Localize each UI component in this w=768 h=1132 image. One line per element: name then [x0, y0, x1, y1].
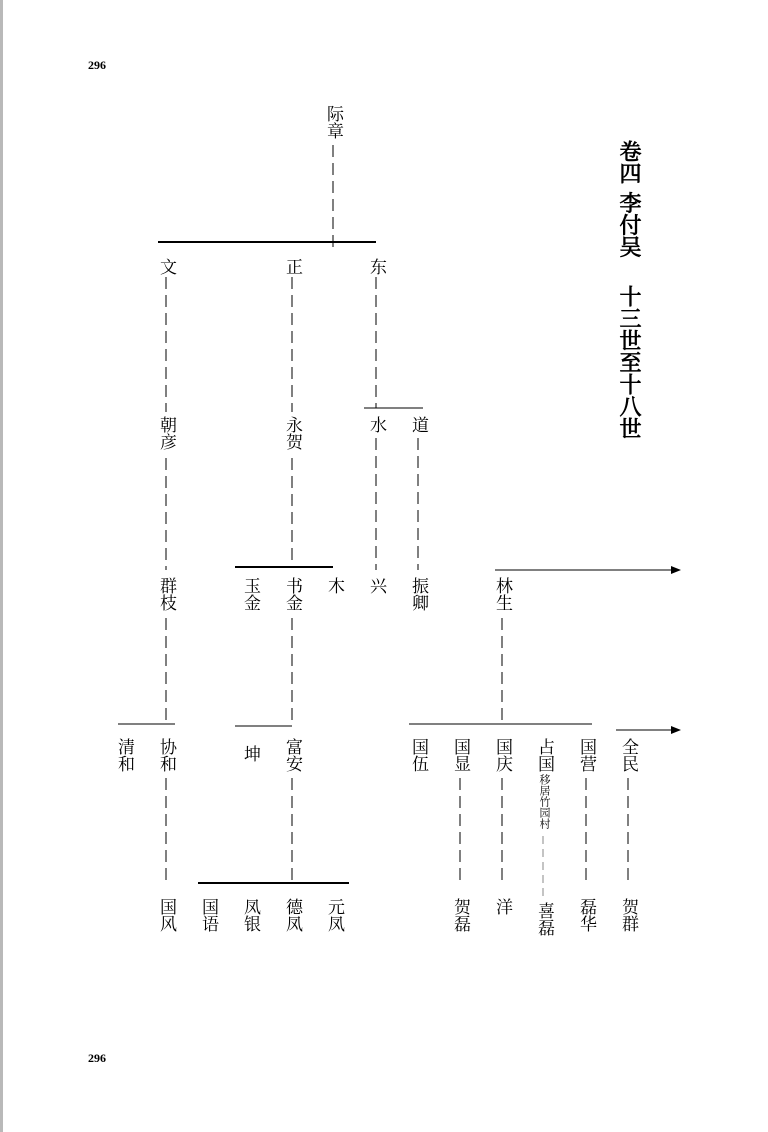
person-guoyu: 国语: [198, 898, 218, 932]
person-linsheng: 林生: [492, 577, 512, 611]
person-zhanguo: 占国: [534, 738, 554, 772]
person-xilei: 喜磊: [534, 902, 554, 936]
person-zheng: 正: [282, 258, 302, 275]
person-shujin: 书金: [282, 577, 302, 611]
person-quanmin: 全民: [618, 738, 638, 772]
page-number-top: 296: [88, 58, 106, 72]
person-fuan: 富安: [282, 738, 302, 772]
person-fengyin: 凤银: [240, 898, 260, 932]
person-kun: 坤: [240, 745, 260, 762]
person-qunzhi: 群枝: [156, 577, 176, 611]
person-zhenqing: 振卿: [408, 577, 428, 611]
person-zhanguo-note: 移居竹园村: [538, 774, 551, 829]
person-guoxian: 国显: [450, 738, 470, 772]
person-helei: 贺磊: [450, 898, 470, 932]
person-guoying: 国营: [576, 738, 596, 772]
person-yujin: 玉金: [240, 577, 260, 611]
person-guowu: 国伍: [408, 738, 428, 772]
person-xing: 兴: [366, 577, 386, 594]
volume-title: 卷四 李付吴: [616, 140, 641, 258]
person-guoqing: 国庆: [492, 738, 512, 772]
person-guofeng: 国风: [156, 898, 176, 932]
person-mu: 木: [324, 577, 344, 594]
person-qinghe: 清和: [114, 738, 134, 772]
person-yuanfeng: 元凤: [324, 898, 344, 932]
person-dong: 东: [366, 258, 386, 275]
person-yang: 洋: [492, 898, 512, 915]
person-xiehe: 协和: [156, 738, 176, 772]
generation-range: 十三世至十八世: [616, 285, 641, 439]
page-number-bottom: 296: [88, 1051, 106, 1065]
person-defeng: 德凤: [282, 898, 302, 932]
person-leihua: 磊华: [576, 898, 596, 932]
person-dao: 道: [408, 416, 428, 433]
person-wen: 文: [156, 258, 176, 275]
person-shui: 水: [366, 416, 386, 433]
person-jizhang: 际章: [323, 105, 343, 139]
person-hequn: 贺群: [618, 898, 638, 932]
person-chaoyan: 朝彦: [156, 416, 176, 450]
person-yonghe: 永贺: [282, 416, 302, 450]
